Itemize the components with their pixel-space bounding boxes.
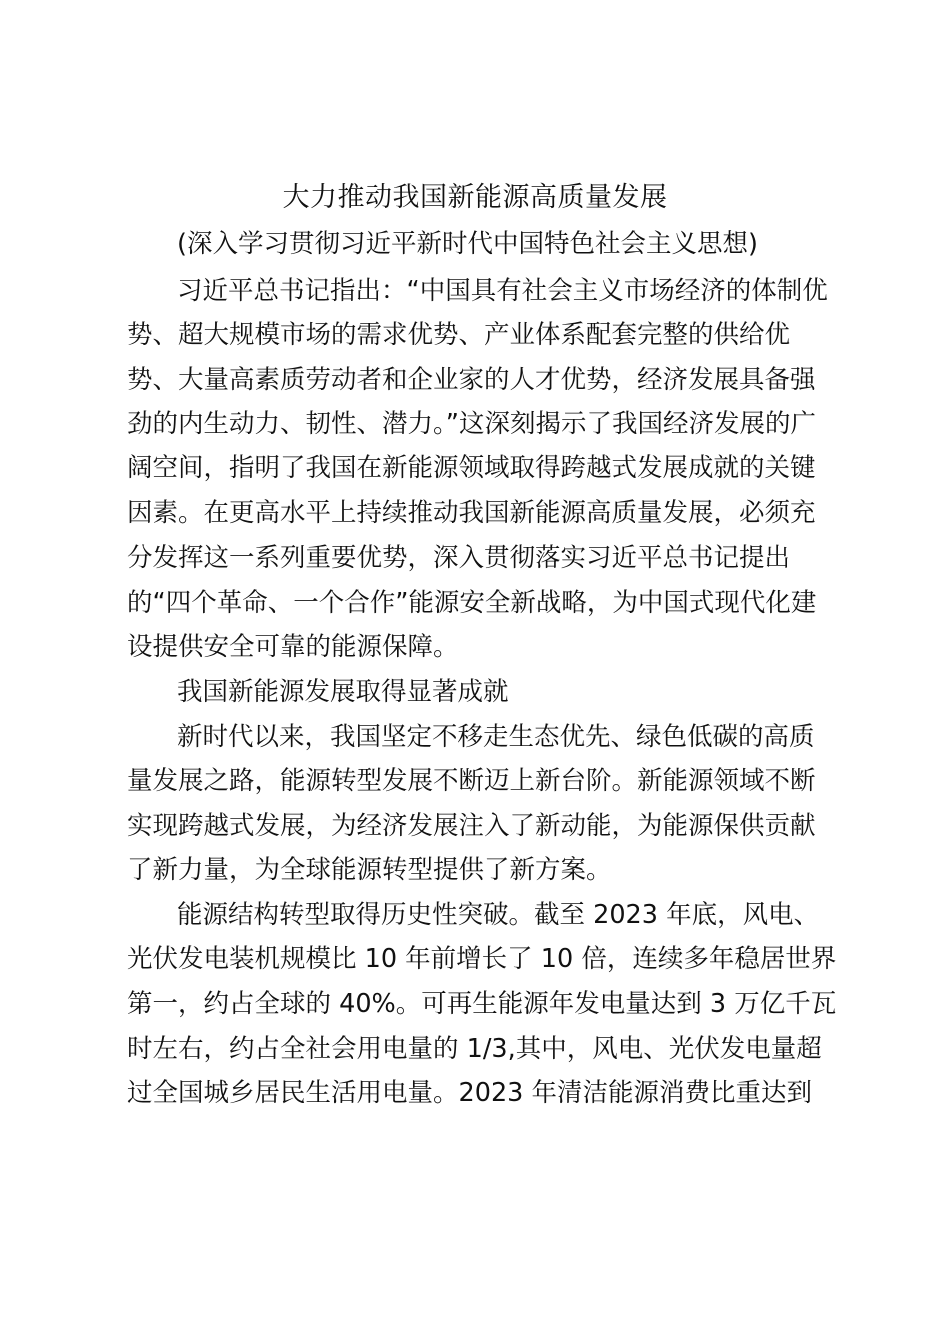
paragraph-line: 实现跨越式发展，为经济发展注入了新动能，为能源保供贡献 [127, 811, 816, 841]
paragraph-line: 势、大量高素质劳动者和企业家的人才优势，经济发展具备强 [127, 365, 816, 395]
paragraph-line: 光伏发电装机规模比 10 年前增长了 10 倍，连续多年稳居世界 [127, 944, 837, 974]
paragraph-line: 第一，约占全球的 40%。可再生能源年发电量达到 3 万亿千瓦 [127, 989, 837, 1019]
document-subtitle: (深入学习贯彻习近平新时代中国特色社会主义思想) [177, 229, 758, 259]
paragraph-line: 阔空间，指明了我国在新能源领域取得跨越式发展成就的关键 [127, 453, 816, 483]
section-heading: 我国新能源发展取得显著成就 [177, 677, 509, 707]
paragraph-line: 习近平总书记指出：“中国具有社会主义市场经济的体制优 [177, 276, 828, 306]
paragraph-line: 了新力量，为全球能源转型提供了新方案。 [127, 855, 612, 885]
paragraph-line: 新时代以来，我国坚定不移走生态优先、绿色低碳的高质 [177, 722, 815, 752]
paragraph-line: 量发展之路，能源转型发展不断迈上新台阶。新能源领域不断 [127, 766, 816, 796]
paragraph-line: 的“四个革命、一个合作”能源安全新战略，为中国式现代化建 [127, 588, 817, 618]
paragraph-line: 能源结构转型取得历史性突破。截至 2023 年底，风电、 [177, 900, 820, 930]
paragraph-line: 劲的内生动力、韧性、潜力。”这深刻揭示了我国经济发展的广 [127, 409, 816, 439]
paragraph-line: 因素。在更高水平上持续推动我国新能源高质量发展，必须充 [127, 498, 816, 528]
paragraph-line: 设提供安全可靠的能源保障。 [127, 632, 459, 662]
document-title: 大力推动我国新能源高质量发展 [282, 182, 668, 213]
paragraph-line: 时左右，约占全社会用电量的 1/3,其中，风电、光伏发电量超 [127, 1034, 822, 1064]
paragraph-line: 势、超大规模市场的需求优势、产业体系配套完整的供给优 [127, 320, 791, 350]
paragraph-line: 分发挥这一系列重要优势，深入贯彻落实习近平总书记提出 [127, 543, 791, 573]
paragraph-line: 过全国城乡居民生活用电量。2023 年清洁能源消费比重达到 [127, 1078, 813, 1108]
